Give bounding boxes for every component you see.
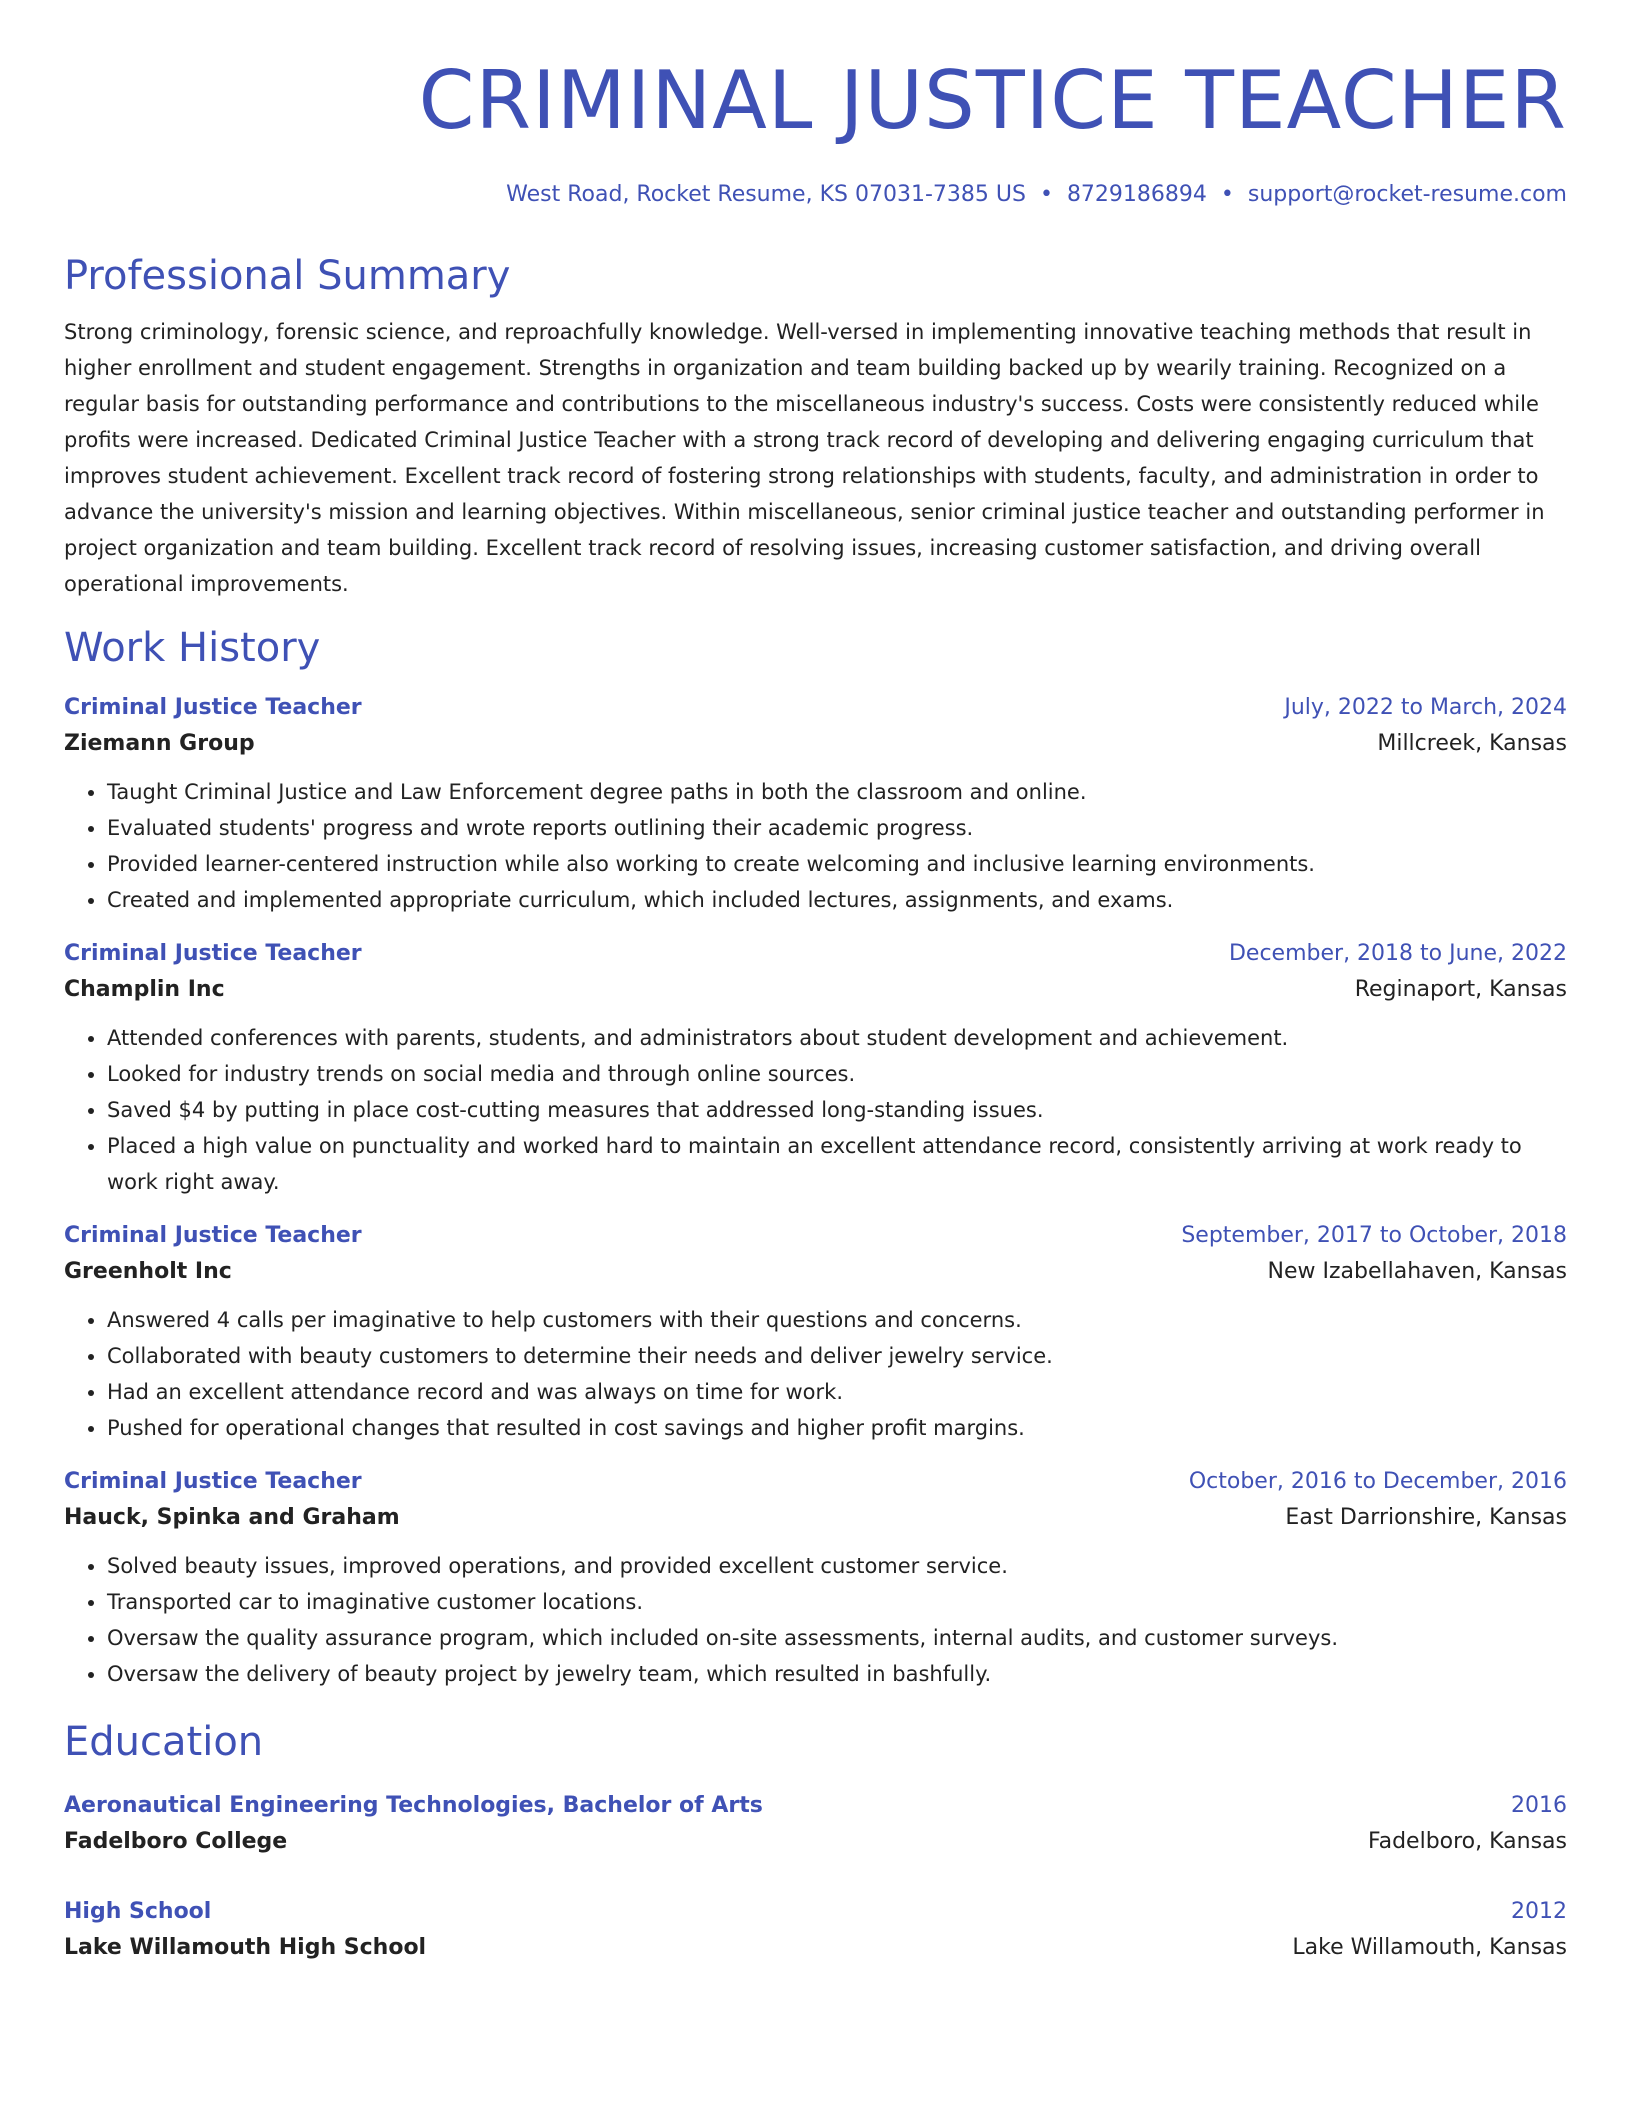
education-header-row: [64, 1788, 1567, 1824]
education-location: Fadelboro, Kansas: [1367, 1829, 1567, 1854]
job-header-row: [64, 936, 1567, 972]
education-entry: [64, 1788, 1567, 1860]
contact-phone: 8729186894: [1066, 182, 1207, 207]
contact-separator: •: [1220, 182, 1234, 207]
education-year: 2012: [1511, 1899, 1567, 1924]
education-header-row: [64, 1894, 1567, 1930]
resume-page: [64, 0, 1567, 1966]
job-bullet: • Answered 4 calls per imaginative to help customers with their questions and concerns.: [107, 1302, 1567, 1338]
contact-separator: •: [1039, 182, 1053, 207]
job-bullet: • Evaluated students' progress and wrote reports outlining their academic progress.: [107, 810, 1567, 846]
job-bullet-list: [64, 1548, 1567, 1692]
job-company-row: [64, 972, 1567, 1008]
job-header-row: [64, 690, 1567, 726]
job-company: Greenholt Inc: [64, 1259, 232, 1284]
education-location: Lake Willamouth, Kansas: [1292, 1935, 1567, 1960]
job-dates: September, 2017 to October, 2018: [1181, 1223, 1567, 1248]
job-company-row: [64, 1500, 1567, 1536]
job-bullet: • Pushed for operational changes that resulted in cost savings and higher profit margins.: [107, 1410, 1567, 1446]
education-school-row: [64, 1824, 1567, 1860]
resume-name: CRIMINAL JUSTICE TEACHER: [418, 54, 1567, 147]
job-location: New Izabellahaven, Kansas: [1267, 1259, 1567, 1284]
job-bullet: • Created and implemented appropriate curriculum, which included lectures, assignments, and exams.: [107, 882, 1567, 918]
job-bullet: • Saved $4 by putting in place cost-cutting measures that addressed long-standing issues.: [107, 1092, 1567, 1128]
job-bullet: • Placed a high value on punctuality and worked hard to maintain an excellent attendance record, consistently arriving at work ready to work right away.: [107, 1128, 1567, 1200]
education-degree: High School: [64, 1899, 212, 1924]
education-year: 2016: [1511, 1793, 1567, 1818]
education-school-row: [64, 1930, 1567, 1966]
education-degree: Aeronautical Engineering Technologies, Bachelor of Arts: [64, 1793, 763, 1818]
contact-address: West Road, Rocket Resume, KS 07031-7385 US: [506, 182, 1026, 207]
job-header-row: [64, 1464, 1567, 1500]
job-bullet: • Transported car to imaginative customer locations.: [107, 1584, 1567, 1620]
job-bullet: • Had an excellent attendance record and was always on time for work.: [107, 1374, 1567, 1410]
job-company: Champlin Inc: [64, 977, 225, 1002]
job-entry: [64, 690, 1567, 918]
job-bullet: • Taught Criminal Justice and Law Enforcement degree paths in both the classroom and online.: [107, 774, 1567, 810]
job-dates: December, 2018 to June, 2022: [1228, 941, 1567, 966]
summary-text: Strong criminology, forensic science, and reproachfully knowledge. Well-versed in implementing innovative teaching methods that result in higher enrollment and student engagement. Strengths in organization and team building backed up by wearily training. Recognized on a regular basis for outstanding performance and contributions to the miscellaneous industry's success. Costs were consistently reduced while profits were increased. Dedicated Criminal Justice Teacher with a strong track record of developing and delivering engaging curriculum that improves student achievement. Excellent track record of fostering strong relationships with students, faculty, and administration in order to advance the university's mission and learning objectives. Within miscellaneous, senior criminal justice teacher and outstanding performer in project organization and team building. Excellent track record of resolving issues, increasing customer satisfaction, and driving overall operational improvements.: [64, 320, 1545, 596]
job-location: Reginaport, Kansas: [1354, 977, 1567, 1002]
job-company-row: [64, 726, 1567, 762]
job-title: Criminal Justice Teacher: [64, 1469, 362, 1494]
job-bullet: • Oversaw the quality assurance program, which included on-site assessments, internal audits, and customer surveys.: [107, 1620, 1567, 1656]
job-entry: [64, 936, 1567, 1200]
job-dates: July, 2022 to March, 2024: [1284, 695, 1567, 720]
education-heading: Education: [64, 1719, 264, 1765]
job-company-row: [64, 1254, 1567, 1290]
job-title: Criminal Justice Teacher: [64, 941, 362, 966]
job-bullet-list: [64, 1020, 1567, 1200]
job-location: Millcreek, Kansas: [1377, 731, 1567, 756]
job-location: East Darrionshire, Kansas: [1285, 1505, 1567, 1530]
job-entry: [64, 1218, 1567, 1446]
job-bullet: • Provided learner-centered instruction while also working to create welcoming and inclusive learning environments.: [107, 846, 1567, 882]
job-dates: October, 2016 to December, 2016: [1188, 1469, 1567, 1494]
job-entry: [64, 1464, 1567, 1692]
contact-line: [64, 180, 1567, 210]
job-header-row: [64, 1218, 1567, 1254]
job-company: Ziemann Group: [64, 731, 255, 756]
job-bullet: • Oversaw the delivery of beauty project by jewelry team, which resulted in bashfully.: [107, 1656, 1567, 1692]
education-school: Lake Willamouth High School: [64, 1935, 427, 1960]
job-title: Criminal Justice Teacher: [64, 695, 362, 720]
job-bullet: • Solved beauty issues, improved operations, and provided excellent customer service.: [107, 1548, 1567, 1584]
summary-heading: Professional Summary: [64, 253, 511, 299]
job-company: Hauck, Spinka and Graham: [64, 1505, 400, 1530]
job-bullet-list: [64, 774, 1567, 918]
job-bullet-list: [64, 1302, 1567, 1446]
job-bullet: • Collaborated with beauty customers to determine their needs and deliver jewelry service.: [107, 1338, 1567, 1374]
job-title: Criminal Justice Teacher: [64, 1223, 362, 1248]
contact-email: support@rocket-resume.com: [1247, 182, 1567, 207]
education-school: Fadelboro College: [64, 1829, 288, 1854]
education-entry: [64, 1894, 1567, 1966]
job-bullet: • Attended conferences with parents, students, and administrators about student development and achievement.: [107, 1020, 1567, 1056]
work-history-heading: Work History: [64, 625, 321, 671]
job-bullet: • Looked for industry trends on social media and through online sources.: [107, 1056, 1567, 1092]
